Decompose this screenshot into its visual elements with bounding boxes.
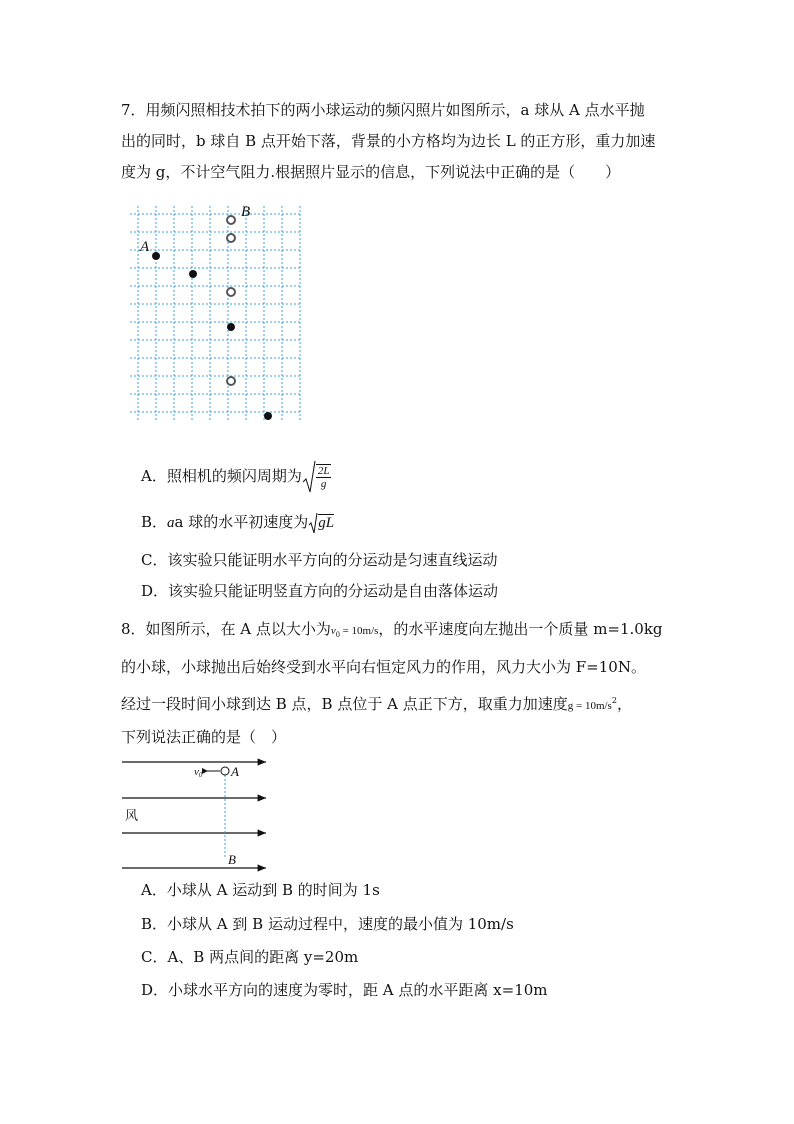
q8-option-c: C．A、B 两点间的距离 y=20m — [141, 948, 359, 966]
q8-option-d: D．小球水平方向的速度为零时，距 A 点的水平距离 x=10m — [141, 981, 548, 999]
q8-label-a: A — [231, 764, 239, 779]
radical-sign-icon — [308, 512, 318, 534]
ball-b-2 — [227, 234, 235, 242]
ball-a-1 — [152, 252, 160, 260]
q7-option-c: C．该实验只能证明水平方向的分运动是匀速直线运动 — [141, 551, 498, 569]
q7-label-b: B — [241, 204, 251, 220]
q7-line-2: 出的同时，b 球自 B 点开始下落，背景的小方格均为边长 L 的正方形，重力加速 — [121, 132, 656, 150]
q7-grid — [130, 206, 302, 420]
v0-label: v0 — [194, 766, 203, 779]
q8-option-a: A．小球从 A 运动到 B 的时间为 1s — [141, 881, 380, 899]
q8-option-b: B．小球从 A 到 B 运动过程中，速度的最小值为 10m/s — [141, 915, 514, 933]
ball-b-4 — [227, 377, 235, 385]
ball-a — [221, 767, 229, 775]
q8-line-2: 的小球，小球抛出后始终受到水平向右恒定风力的作用，风力大小为 F=10N。 — [121, 658, 646, 676]
q7-option-b: B．aa 球的水平初速度为 gL — [141, 512, 334, 534]
q8-label-b: B — [228, 852, 236, 867]
ball-a-3 — [227, 323, 235, 331]
q7-line-3: 度为 g，不计空气阻力.根据照片显示的信息，下列说法中正确的是（ ） — [121, 163, 621, 181]
q7-strobe-figure — [130, 200, 310, 430]
q7-option-a: A．照相机的频闪周期为 $\frac{2L}{g}$ — [141, 460, 331, 494]
q8-line-4: 下列说法正确的是（ ） — [121, 728, 287, 746]
ball-b-3 — [227, 288, 235, 296]
ball-a-4 — [264, 412, 272, 420]
q8-line-3: 经过一段时间小球到达 B 点，B 点位于 A 点正下方，取重力加速度$g = 10m/s^2$， — [121, 695, 632, 713]
q7-label-a: A — [140, 239, 150, 255]
ball-a-2 — [189, 270, 197, 278]
wind-label: 风 — [125, 809, 139, 824]
q7-line-1: 7．用频闪照相技术拍下的两小球运动的频闪照片如图所示，a 球从 A 点水平抛 — [121, 101, 645, 119]
radical-sign-icon — [302, 460, 316, 494]
ball-b-1 — [227, 216, 235, 224]
q7-option-d: D．该实验只能证明竖直方向的分运动是自由落体运动 — [141, 582, 499, 600]
q8-line-1: 8．如图所示，在 A 点以大小为$v_0 = 10m/s$，的水平速度向左抛出一个质量 m=1.0kg — [121, 620, 663, 640]
q8-wind-figure — [120, 758, 272, 873]
